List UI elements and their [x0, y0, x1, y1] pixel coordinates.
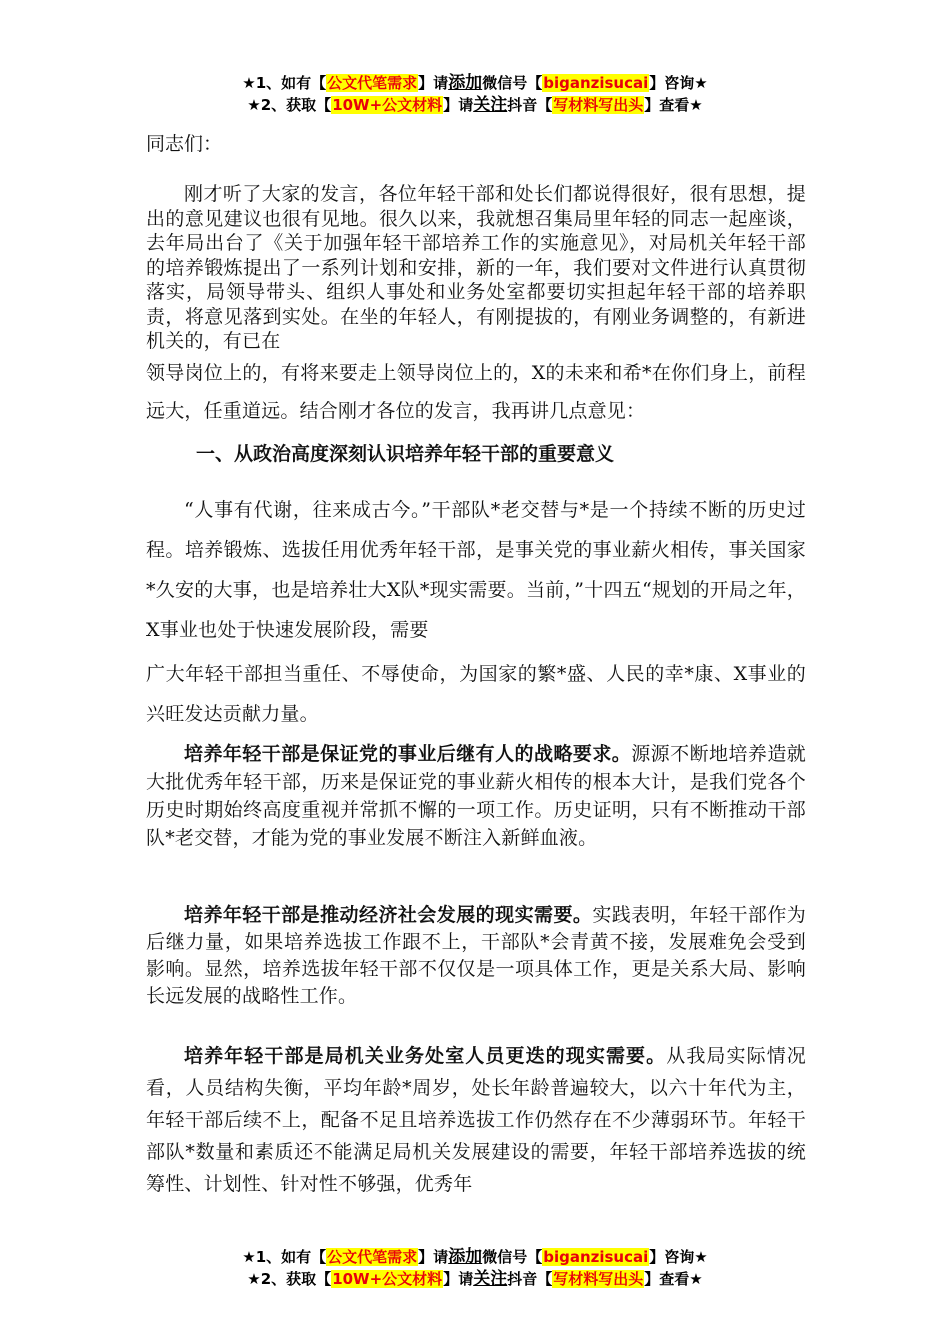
highlight-wechat-id: biganzisucai: [543, 1248, 649, 1266]
highlight-materials: 10W+公文材料: [332, 96, 443, 114]
paragraph-significance: [146, 490, 806, 734]
paragraph-personnel: [146, 1040, 806, 1200]
paragraph-strategic-text: 源源不断地培养造就大批优秀年轻干部，历来是保证党的事业薪火相传的根本大计，是我们党各个历史时期始终高度重视并常抓不懈的一项工作。历史证明，只有不断推动干部队*老交替，才能为党的事业发展不断注入新鲜血液。: [146, 743, 806, 849]
highlight-douyin: 写材料写出头: [553, 96, 644, 114]
paragraph-significance-part2: 广大年轻干部担当重任、不辱使命，为国家的繁*盛、人民的幸*康、X事业的兴旺发达贡献力量。: [146, 663, 806, 725]
highlight-wechat-id: biganzisucai: [543, 74, 649, 92]
highlight-douyin: 写材料写出头: [553, 1270, 644, 1288]
paragraph-economic-text: 实践表明，年轻干部作为后继力量，如果培养选拔工作跟不上，干部队*会青黄不接，发展难免会受到影响。显然，培养选拔年轻干部不仅仅是一项具体工作，更是关系大局、影响长远发展的战略性工作。: [146, 904, 807, 1007]
highlight-service: 公文代笔需求: [327, 74, 418, 92]
paragraph-intro: [146, 182, 806, 430]
paragraph-economic-lead: 培养年轻干部是推动经济社会发展的现实需要。: [184, 904, 593, 926]
paragraph-personnel-text: 从我局实际情况看，人员结构失衡，平均年龄*周岁，处长年龄普遍较大，以六十年代为主，年轻干部后续不上，配备不足且培养选拔工作仍然存在不少薄弱环节。年轻干部队*数量和素质还不能满足局机关发展建设的需要，年轻干部培养选拔的统筹性、计划性、针对性不够强，优秀年: [146, 1045, 806, 1195]
highlight-materials: 10W+公文材料: [332, 1270, 443, 1288]
paragraph-intro-part1: 刚才听了大家的发言，各位年轻干部和处长们都说得很好，很有思想，提出的意见建议也很有见地。很久以来，我就想召集局里年轻的同志一起座谈，去年局出台了《关于加强年轻干部培养工作的实施意见》，对局机关年轻干部的培养锻炼提出了一系列计划和安排，新的一年，我们要对文件进行认真贯彻落实，局领导带头、组织人事处和业务处室都要切实担起年轻干部的培养职责，将意见落到实处。在坐的年轻人，有刚提拔的，有刚业务调整的，有新进机关的，有已在: [146, 183, 806, 352]
paragraph-strategic-lead: 培养年轻干部是保证党的事业后继有人的战略要求。: [184, 743, 632, 765]
paragraph-significance-part1: “人事有代谢，往来成古今。”干部队*老交替与*是一个持续不断的历史过程。培养锻炼、选拔任用优秀年轻干部，是事关党的事业薪火相传，事关国家*久安的大事，也是培养壮大X队*现实需要。当前，”十四五“规划的开局之年，X事业也处于快速发展阶段，需要: [146, 499, 806, 641]
salutation: 同志们：: [146, 133, 223, 155]
banner-line-2: ★2、获取【10W+公文材料】请关注抖音【写材料写出头】查看★: [247, 1269, 703, 1289]
footer-banner: [0, 1246, 950, 1290]
banner-line-2: ★2、获取【10W+公文材料】请关注抖音【写材料写出头】查看★: [247, 95, 703, 115]
banner-line-1: ★1、如有【公文代笔需求】请添加微信号【biganzisucai】咨询★: [242, 1247, 708, 1267]
paragraph-strategic: [146, 740, 806, 852]
header-banner: [0, 72, 950, 116]
highlight-service: 公文代笔需求: [327, 1248, 418, 1266]
section-heading-1: 一、从政治高度深刻认识培养年轻干部的重要意义: [196, 443, 615, 465]
banner-line-1: ★1、如有【公文代笔需求】请添加微信号【biganzisucai】咨询★: [242, 73, 708, 93]
paragraph-intro-part2: 领导岗位上的，有将来要走上领导岗位上的，X的未来和希*在你们身上，前程远大，任重道远。结合刚才各位的发言，我再讲几点意见：: [146, 361, 806, 422]
paragraph-personnel-lead: 培养年轻干部是局机关业务处室人员更迭的现实需要。: [184, 1045, 667, 1067]
paragraph-economic: [146, 902, 806, 1010]
